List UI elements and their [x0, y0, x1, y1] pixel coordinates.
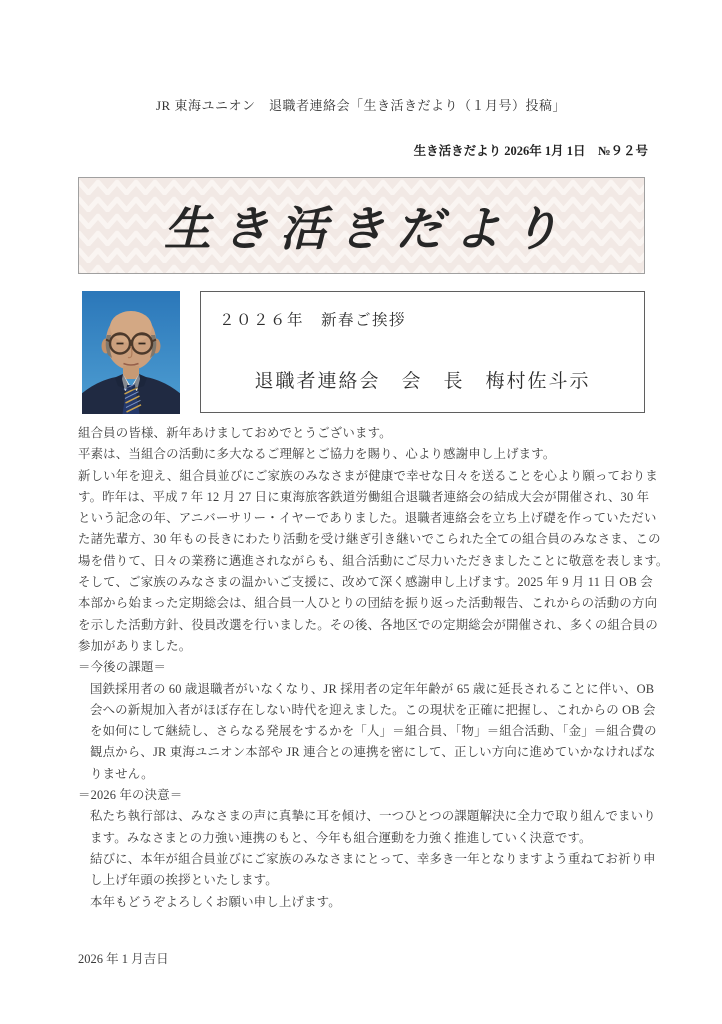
body-line: 私たち執行部は、みなさまの声に真摯に耳を傾け、一つひとつの課題解決に全力で取り組んでまいり: [90, 809, 656, 824]
greeting-body-text: [78, 423, 669, 913]
body-line: 結びに、本年が組合員並びにご家族のみなさまにとって、幸多き一年となりますよう重ねてお祈り申: [90, 851, 656, 866]
body-line: た諸先輩方、30 年もの長きにわたり活動を受け継ぎ引き継いでこられた全ての組合員のみなさま、この: [78, 532, 661, 547]
body-line: 国鉄採用者の 60 歳退職者がいなくなり、JR 採用者の定年年齢が 65 歳に延長されることに伴い、OB: [90, 681, 655, 696]
body-line: 本年もどうぞよろしくお願い申し上げます。: [90, 894, 341, 909]
newsletter-title-banner: [78, 177, 645, 274]
body-line: す。昨年は、平成 7 年 12 月 27 日に東海旅客鉄道労働組合退職者連絡会の結成大会が開催され、30 年: [78, 489, 650, 504]
body-line: ます。みなさまとの力強い連携のもと、今年も組合運動を力強く推進していく決意です。: [90, 830, 592, 845]
body-line: 組合員の皆様、新年あけましておめでとうございます。: [78, 426, 392, 440]
greeting-heading: ２０２６年 新春ご挨拶: [219, 312, 407, 329]
section-heading-2026-resolution: ＝2026 年の決意＝: [78, 788, 183, 803]
body-line: 場を借りて、日々の業務に邁進されながらも、組合活動にご尽力いただきましたことに敬意を表します。: [78, 553, 669, 568]
body-line: りません。: [90, 766, 154, 781]
body-line: 参加がありました。: [78, 638, 192, 653]
body-line: 会への新規加入者がほぼ存在しない時代を迎えました。この現状を正確に把握し、これからの OB 会: [90, 702, 656, 717]
body-line: 本部から始まった定期総会は、組合員一人ひとりの団結を振り返った活動報告、これからの活動の方向: [78, 596, 658, 611]
body-line: 平素は、当組合の活動に多大なるご理解とご協力を賜り、心より感謝申し上げます。: [78, 447, 556, 462]
body-line: 新しい年を迎え、組合員並びにご家族のみなさまが健康で幸せな日々を送ることを心より願っておりま: [78, 468, 658, 483]
section-heading-future-issues: ＝今後の課題＝: [78, 660, 167, 675]
body-line: 観点から、JR 東海ユニオン本部や JR 連合との連携を密にして、正しい方向に進めていかなければな: [90, 745, 656, 760]
chairman-portrait-photo: [82, 291, 180, 414]
body-line: という記念の年、アニバーサリー・イヤーでありました。退職者連絡会を立ち上げ礎を作っていただい: [78, 511, 657, 526]
newsletter-title: 生き活きだより: [164, 204, 570, 256]
body-line: し上げ年頭の挨拶といたします。: [90, 873, 278, 888]
document-header-title: JR 東海ユニオン 退職者連絡会「生き活きだより（１月号）投稿」: [156, 98, 566, 113]
closing-date: 2026 年 1 月吉日: [78, 951, 169, 966]
body-line: を示した活動方針、役員改選を行いました。その後、各地区での定期総会が開催され、多くの組合員の: [78, 617, 658, 632]
greeting-section: [78, 291, 645, 414]
body-line: そして、ご家族のみなさまの温かいご支援に、改めて深く感謝申し上げます。2025 年 9 月 11 日 OB 会: [78, 575, 653, 590]
issue-date-line: 生き活きだより 2026年 1月 1日 №９２号: [413, 144, 648, 158]
chairman-signature: 退職者連絡会 会 長 梅村佐斗示: [254, 371, 591, 392]
body-line: を如何にして継続し、さらなる発展をするかを「人」＝組合員、「物」＝組合活動、「金」＝組合費の: [90, 724, 657, 739]
new-year-greeting-box: [200, 291, 645, 413]
